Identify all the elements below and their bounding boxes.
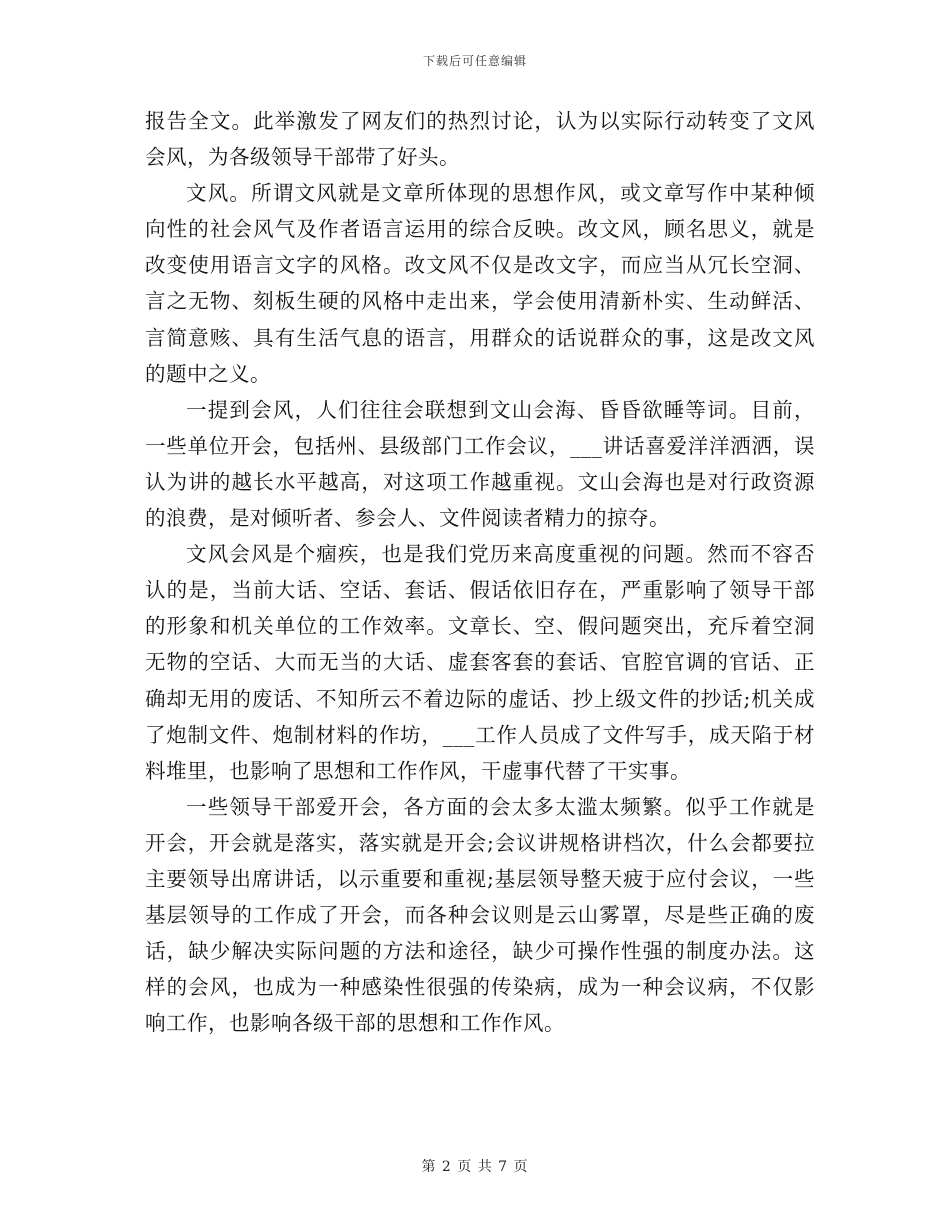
paragraph: 文风。所谓文风就是文章所体现的思想作风，或文章写作中某种倾向性的社会风气及作者语言运用的综合反映。改文风，顾名思义，就是改变使用语言文字的风格。改文风不仅是改文字，而应当从冗长空洞、言之无物、刻板生硬的风格中走出来，学会使用清新朴实、生动鲜活、言简意赅、具有生活气息的语言，用群众的话说群众的事，这是改文风的题中之义。 (145, 181, 815, 386)
paragraph: 文风会风是个痼疾，也是我们党历来高度重视的问题。然而不容否认的是，当前大话、空话、套话、假话依旧存在，严重影响了领导干部的形象和机关单位的工作效率。文章长、空、假问题突出，充斥着空洞无物的空话、大而无当的大话、虚套客套的套话、官腔官调的官话、正确却无用的废话、不知所云不着边际的虚话、抄上级文件的抄话;机关成了炮制文件、炮制材料的作坊，___工作人员成了文件写手，成天陷于材料堆里，也影响了思想和工作作风，干虚事代替了干实事。 (145, 542, 815, 783)
paragraph: 一些领导干部爱开会，各方面的会太多太滥太频繁。似乎工作就是开会，开会就是落实，落实就是开会;会议讲规格讲档次，什么会都要拉主要领导出席讲话，以示重要和重视;基层领导整天疲于应付会议，一些基层领导的工作成了开会，而各种会议则是云山雾罩，尽是些正确的废话，缺少解决实际问题的方法和途径，缺少可操作性强的制度办法。这样的会风，也成为一种感染性很强的传染病，成为一种会议病，不仅影响工作，也影响各级干部的思想和工作作风。 (145, 794, 815, 1036)
page-header: 下载后可任意编辑 (422, 54, 527, 68)
page-number: 第 2 页 共 7 页 (421, 1159, 529, 1175)
paragraph: 一提到会风，人们往往会联想到文山会海、昏昏欲睡等词。目前，一些单位开会，包括州、县级部门工作会议，___讲话喜爱洋洋洒洒，误认为讲的越长水平越高，对这项工作越重视。文山会海也是对行政资源的浪费，是对倾听者、参会人、文件阅读者精力的掠夺。 (145, 397, 815, 531)
document-body (145, 103, 815, 1041)
paragraph-continued: 报告全文。此举激发了网友们的热烈讨论，认为以实际行动转变了文风会风，为各级领导干部带了好头。 (145, 109, 815, 170)
